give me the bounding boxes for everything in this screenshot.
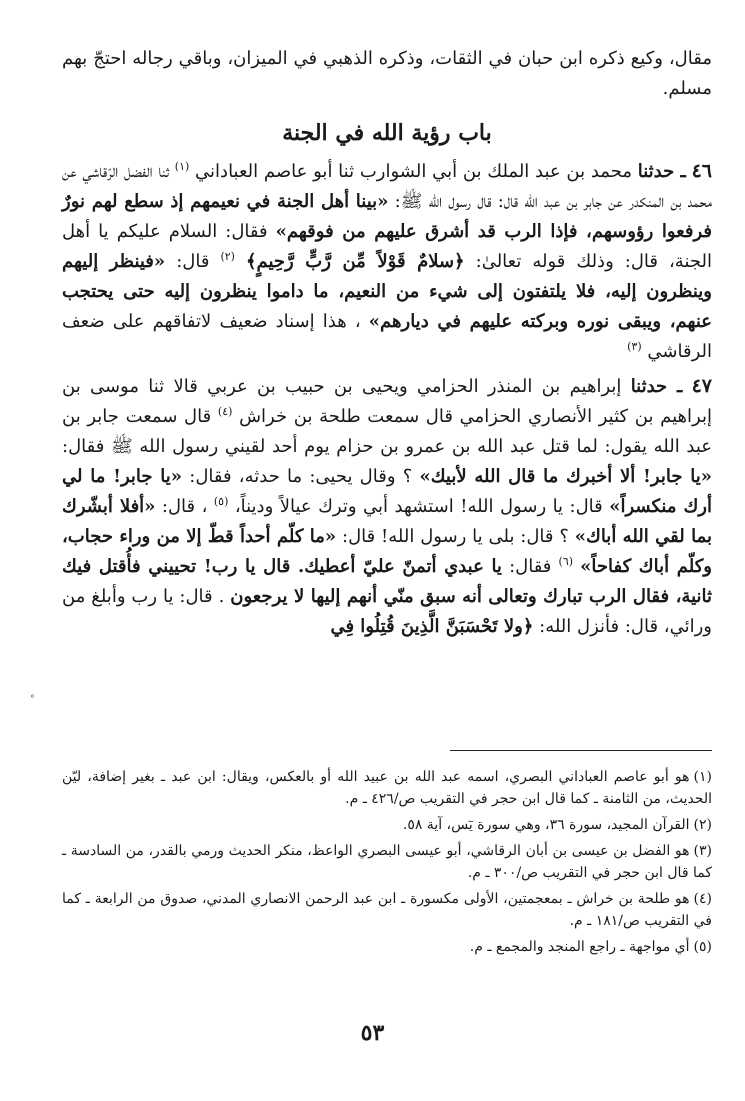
footnotes [62,766,712,962]
footnote-text: أي مواجهة ـ راجع المنجد والمجمع ـ م. [469,939,690,955]
hadith-quote: «أفلا أبشّرك بما لقي الله أباك» [62,496,713,547]
hadith-47: ٤٧ ـ حدثنا إبراهيم بن المنذر الحزامي ويحيى بن حبيب بن عربي قالا ثنا موسى بن إبراهيم بن كثير الأنصاري الحزامي قال سمعت طلحة بن خراش $^{(٤)}$ قال سمعت جابر بن عبد الله يقول: لما قتل عبد الله بن عمرو بن حزام يوم أحد لقيني رسول الله ﷺ فقال: «يا جابر! ألا أخبرك ما قال الله لأبيك» ؟ وقال يحيى: ما حدثه، فقال: «يا جابر! ما لي أرك منكسراً» قال: يا رسول الله! استشهد أبي وترك عيالاً وديناً، $^{(٥)}$ ، قال: «أفلا أبشّرك بما لقي الله أباك» ؟ قال: بلى يا رسول الله! قال: «ما كلّم أحداً قطّ إلا من وراء حجاب، وكلّم أباك كفاحاً» $^{(٦)}$ فقال: يا عبدي أتمنّ عليّ أعطيك. قال يا رب! تحييني فأُقتل فيك ثانية، فقال الرب تبارك وتعالى أنه سبق منّي أنهم إليها لا يرجعون . قال: يا رب وأبلغ من ورائي، قال: فأنزل الله: ﴿ولا تَحْسَبَنَّ الَّذِينَ قُتِلُوا فِي [62,375,713,637]
isnad-text: ثنا الفضل الرّقاشي عن محمد بن المنكدر عن جابر بن عبد الله قال: قال رسول الله ﷺ: [62,161,712,212]
page-number: ٥٣ [360,1020,385,1046]
narration-text: قال سمعت جابر بن عبد الله يقول: لما قتل عبد الله بن عمرو بن حزام يوم أحد لقيني رسول الله ﷺ فقال: [62,406,712,457]
hadith-quote: «ما كلّم أحداً قطّ إلا من وراء حجاب، وكلّم أباك كفاحاً» [62,526,712,577]
footnote-ref: (٥) [213,495,229,508]
hadith-quote: «يا جابر! ما لي أرك منكسراً» [62,466,712,517]
footnote-ref: (٢) [220,250,235,263]
narration-text: ؟ وقال يحيى: ما حدثه، فقال: [189,466,413,487]
narration-text: ؟ قال: بلى يا رسول الله! قال: [342,526,569,547]
chapter-heading: باب رؤية الله في الجنة [282,120,492,146]
narration-text: فقال: [509,556,552,577]
hadith-quote: يا عبدي أتمنّ عليّ أعطيك. قال يا رب! تحييني فأُقتل فيك ثانية، فقال الرب تبارك وتعالى أنه سبق منّي أنهم إليها لا يرجعون [62,556,713,607]
footnote [62,840,712,884]
footnote-ref: (٦) [558,555,574,568]
footnote-text: هو طلحة بن خراش ـ بمعجمتين، الأولى مكسورة ـ ابن عبد الرحمن الانصاري المدني، صدوق من الرابعة ـ كما في التقريب ص/١٨١ ـ م. [62,891,712,929]
footnote-ref: (٣) [627,340,642,353]
footnote [62,814,712,836]
hadith-quote: «بينا أهل الجنة في نعيمهم إذ سطع لهم نورٌ فرفعوا رؤوسهم، فإذا الرب قد أشرق عليهم من فوقهم» [62,191,712,242]
footnote-text: القرآن المجيد، سورة ٣٦، وهي سورة يٓس، آية ٥٨. [402,817,690,833]
footnote-text: هو أبو عاصم العباداني البصري، اسمه عبد الله بن عبيد الله أو بالعكس، ويقال: ابن عبد ـ بغير إضافة، ليّن الحديث، من الثامنة ـ كما قال ابن حجر في التقريب ص/٤٢٦ ـ م. [62,769,712,807]
footnote-id: (٤) [693,891,712,907]
narration-text: قال: [176,251,210,272]
hadith-keyword: حدثنا [637,161,675,182]
top-paragraph: مقال، وكيع ذكره ابن حبان في الثقات، وذكره الذهبي في الميزان، وباقي رجاله احتجّ بهم مسلم. [62,48,712,99]
footnote-ref: (٤) [217,405,233,418]
footnote-id: (١) [693,769,712,785]
footnote-text: هو الفضل بن عيسى بن أبان الرقاشي، أبو عيسى البصري الواعظ، منكر الحديث ورمي بالقدر، من السادسة ـ كما قال ابن حجر في التقريب ص/٣٠٠ ـ م. [62,843,712,881]
hadith-keyword: حدثنا [630,376,668,397]
quran-quote: ﴿سلامٌ قَوْلاً مِّن رَّبٍّ رَّحِيمٍ﴾ [245,251,465,272]
hadith-number: ٤٧ [691,375,712,397]
footnote [62,936,712,958]
narration-text: قال: يا رسول الله! استشهد أبي وترك عيالاً وديناً، [234,496,603,517]
footnote-divider [450,750,712,751]
footnote-id: (٣) [693,843,712,859]
isnad-text: إبراهيم بن المنذر الحزامي ويحيى بن حبيب بن عربي قالا ثنا موسى بن إبراهيم بن كثير الأنصاري الحزامي قال سمعت طلحة بن خراش [62,376,712,427]
footnote-id: (٢) [693,817,712,833]
narration-text: فقال: السلام عليكم يا أهل الجنة، قال: وذلك قوله تعالىٰ: [62,221,712,272]
footnote-ref: (١) [174,160,190,173]
footnote [62,766,712,810]
hadith-46: ٤٦ ـ حدثنا محمد بن عبد الملك بن أبي الشوارب ثنا أبو عاصم العباداني $^{(١)}$ ثنا الفضل الرّقاشي عن محمد بن المنكدر عن جابر بن عبد الله قال: قال رسول الله ﷺ: «بينا أهل الجنة في نعيمهم إذ سطع لهم نورٌ فرفعوا رؤوسهم، فإذا الرب قد أشرق عليهم من فوقهم» فقال: السلام عليكم يا أهل الجنة، قال: وذلك قوله تعالىٰ: ﴿سلامٌ قَوْلاً مِّن رَّبٍّ رَّحِيمٍ﴾ $^{(٢)}$ قال: «فينظر إليهم وينظرون إليه، فلا يلتفتون إلى شيء من النعيم، ما داموا ينظرون إليه حتى يحتجب عنهم، ويبقى نوره وبركته عليهم في ديارهم» ، هذا إسناد ضعيف لاتفاقهم على ضعف الرقاشي $^{(٣)}$ [62,160,712,362]
narration-text: ، قال: [161,496,208,517]
quran-quote: ﴿ولا تَحْسَبَنَّ الَّذِينَ قُتِلُوا فِي [330,616,534,637]
footnote [62,888,712,932]
grading-text: ، هذا إسناد ضعيف لاتفاقهم على ضعف الرقاشي [62,311,712,362]
margin-mark: ° [30,694,35,705]
isnad-text: محمد بن عبد الملك بن أبي الشوارب ثنا أبو عاصم العباداني [195,161,632,182]
narration-text: . قال: يا رب وأبلغ من ورائي، قال: فأنزل الله: [62,586,712,637]
footnote-id: (٥) [693,939,712,955]
hadith-number: ٤٦ [691,160,712,182]
hadith-quote: «فينظر إليهم وينظرون إليه، فلا يلتفتون إلى شيء من النعيم، ما داموا ينظرون إليه حتى يحتجب عنهم، ويبقى نوره وبركته عليهم في ديارهم» [62,251,712,332]
hadith-quote: «يا جابر! ألا أخبرك ما قال الله لأبيك» [419,466,712,487]
main-text [62,44,712,642]
